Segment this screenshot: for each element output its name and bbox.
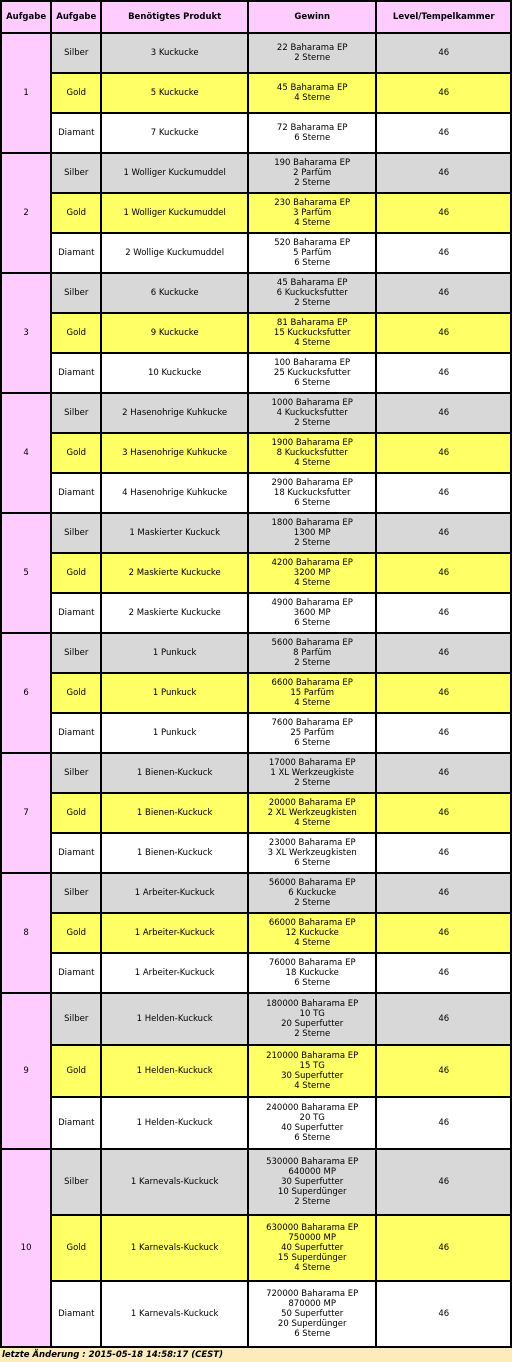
tier-cell: Gold [52,1046,100,1096]
table-row [2,354,510,392]
product-cell: 9 Kuckucke [102,314,247,352]
reward-line: 2 Sterne [294,538,331,548]
level-cell: 46 [377,154,510,192]
reward-line: 6 Sterne [294,858,331,868]
reward-cell [249,114,376,152]
product-cell: 1 Helden-Kuckuck [102,1098,247,1148]
level-cell: 46 [377,754,510,792]
table-row [2,634,510,672]
product-cell: 3 Kuckucke [102,34,247,72]
table-row [2,1098,510,1148]
reward-line: 25 Parfüm [290,728,335,738]
product-cell: 3 Hasenohrige Kuhkucke [102,434,247,472]
product-cell: 1 Arbeiter-Kuckuck [102,874,247,912]
task-number: 7 [2,754,50,872]
reward-line: 30 Superfutter [281,1071,344,1081]
reward-line: 3 Parfüm [293,208,332,218]
table-row [2,874,510,912]
product-cell: 1 Wolliger Kuckumuddel [102,194,247,232]
reward-line: 6 Sterne [294,258,331,268]
tier-cell: Diamant [52,354,100,392]
reward-line: 4 Sterne [294,698,331,708]
reward-cell [249,634,376,672]
level-cell: 46 [377,674,510,712]
reward-line: 45 Baharama EP [276,278,348,288]
tier-cell: Diamant [52,1098,100,1148]
level-cell: 46 [377,954,510,992]
table-row [2,1216,510,1280]
reward-cell [249,514,376,552]
reward-line: 15 Superdünger [277,1253,347,1263]
reward-line: 20000 Baharama EP [268,798,356,808]
product-cell: 1 Bienen-Kuckuck [102,754,247,792]
reward-cell [249,1150,376,1214]
level-cell: 46 [377,274,510,312]
level-cell: 46 [377,114,510,152]
reward-line: 2 XL Werkzeugkisten [267,808,357,818]
reward-cell [249,354,376,392]
header-aufgabe-tier: Aufgabe [52,2,100,32]
reward-line: 1800 Baharama EP [271,518,353,528]
level-cell: 46 [377,74,510,112]
level-cell: 46 [377,874,510,912]
table-row [2,674,510,712]
tier-cell: Silber [52,514,100,552]
reward-line: 4 Sterne [294,218,331,228]
reward-line: 50 Superfutter [281,1309,344,1319]
reward-line: 6600 Baharama EP [271,678,353,688]
level-cell: 46 [377,594,510,632]
level-cell: 46 [377,354,510,392]
reward-line: 17000 Baharama EP [268,758,356,768]
level-cell: 46 [377,634,510,672]
reward-line: 20 Superfutter [281,1019,344,1029]
table-row [2,834,510,872]
reward-line: 8 Parfüm [293,648,332,658]
reward-cell [249,34,376,72]
reward-line: 190 Baharama EP [274,158,351,168]
table-row [2,34,510,72]
product-cell: 4 Hasenohrige Kuhkucke [102,474,247,512]
reward-line: 4 Sterne [294,818,331,828]
tier-cell: Silber [52,874,100,912]
reward-line: 530000 Baharama EP [266,1157,359,1167]
quest-table-body [2,34,510,1346]
reward-line: 45 Baharama EP [276,83,348,93]
reward-cell [249,394,376,432]
reward-cell [249,234,376,272]
table-row [2,474,510,512]
reward-line: 870000 MP [288,1299,336,1309]
reward-line: 1300 MP [293,528,331,538]
reward-line: 210000 Baharama EP [266,1051,359,1061]
reward-cell [249,1216,376,1280]
product-cell: 1 Punkuck [102,714,247,752]
reward-cell [249,714,376,752]
reward-line: 4 Sterne [294,938,331,948]
reward-cell [249,434,376,472]
product-cell: 2 Maskierte Kuckucke [102,594,247,632]
reward-line: 72 Baharama EP [276,123,348,133]
tier-cell: Silber [52,394,100,432]
reward-cell [249,754,376,792]
product-cell: 1 Bienen-Kuckuck [102,794,247,832]
reward-line: 720000 Baharama EP [266,1289,359,1299]
level-cell: 46 [377,1216,510,1280]
table-row [2,154,510,192]
reward-line: 2 Sterne [294,418,331,428]
tier-cell: Silber [52,754,100,792]
product-cell: 2 Wollige Kuckumuddel [102,234,247,272]
reward-line: 3 XL Werkzeugkisten [267,848,357,858]
tier-cell: Diamant [52,1282,100,1346]
tier-cell: Diamant [52,834,100,872]
reward-line: 4900 Baharama EP [271,598,353,608]
tier-cell: Diamant [52,594,100,632]
table-row [2,1282,510,1346]
product-cell: 10 Kuckucke [102,354,247,392]
reward-line: 230 Baharama EP [274,198,351,208]
task-number: 2 [2,154,50,272]
level-cell: 46 [377,1046,510,1096]
reward-line: 3600 MP [293,608,331,618]
product-cell: 1 Punkuck [102,674,247,712]
level-cell: 46 [377,314,510,352]
level-cell: 46 [377,834,510,872]
reward-line: 750000 MP [288,1233,336,1243]
reward-line: 3200 MP [293,568,331,578]
level-cell: 46 [377,194,510,232]
reward-cell [249,274,376,312]
reward-cell [249,674,376,712]
product-cell: 1 Karnevals-Kuckuck [102,1216,247,1280]
product-cell: 1 Maskierter Kuckuck [102,514,247,552]
tier-cell: Diamant [52,114,100,152]
product-cell: 1 Karnevals-Kuckuck [102,1282,247,1346]
reward-line: 56000 Baharama EP [268,878,356,888]
reward-line: 18 Kuckucke [285,968,339,978]
reward-line: 6 Kuckucksfutter [276,288,348,298]
reward-line: 520 Baharama EP [274,238,351,248]
reward-cell [249,554,376,592]
reward-line: 5 Parfüm [293,248,332,258]
tier-cell: Gold [52,74,100,112]
table-row [2,234,510,272]
reward-line: 15 Parfüm [290,688,335,698]
level-cell: 46 [377,794,510,832]
level-cell: 46 [377,714,510,752]
table-row [2,74,510,112]
table-row [2,1150,510,1214]
reward-line: 6 Sterne [294,378,331,388]
reward-line: 22 Baharama EP [276,43,348,53]
level-cell: 46 [377,914,510,952]
product-cell: 6 Kuckucke [102,274,247,312]
reward-line: 4 Kuckucksfutter [276,408,348,418]
reward-line: 2 Sterne [294,898,331,908]
header-level: Level/Tempelkammer [377,2,510,32]
reward-line: 1900 Baharama EP [271,438,353,448]
reward-line: 4 Sterne [294,338,331,348]
table-row [2,274,510,312]
level-cell: 46 [377,1282,510,1346]
product-cell: 5 Kuckucke [102,74,247,112]
tier-cell: Gold [52,314,100,352]
task-number: 8 [2,874,50,992]
reward-line: 6 Sterne [294,738,331,748]
last-modified-note: letzte Änderung : 2015-05-18 14:58:17 (CEST) [2,1350,223,1360]
tier-cell: Gold [52,434,100,472]
tier-cell: Silber [52,1150,100,1214]
tier-cell: Diamant [52,234,100,272]
reward-line: 2 Sterne [294,53,331,63]
table-row [2,314,510,352]
reward-line: 4 Sterne [294,458,331,468]
reward-line: 7600 Baharama EP [271,718,353,728]
product-cell: 1 Punkuck [102,634,247,672]
reward-line: 30 Superfutter [281,1177,344,1187]
reward-line: 2 Sterne [294,1197,331,1207]
reward-line: 6 Kuckucke [288,888,337,898]
task-number: 1 [2,34,50,152]
reward-line: 100 Baharama EP [274,358,351,368]
reward-line: 2 Parfüm [293,168,332,178]
product-cell: 1 Arbeiter-Kuckuck [102,914,247,952]
reward-line: 6 Sterne [294,133,331,143]
level-cell: 46 [377,1150,510,1214]
task-number: 4 [2,394,50,512]
reward-line: 2 Sterne [294,298,331,308]
tier-cell: Diamant [52,714,100,752]
reward-line: 18 Kuckucksfutter [273,488,351,498]
header-row [2,2,510,32]
table-row [2,714,510,752]
reward-line: 240000 Baharama EP [266,1103,359,1113]
reward-line: 2900 Baharama EP [271,478,353,488]
reward-line: 12 Kuckucke [285,928,339,938]
reward-cell [249,74,376,112]
reward-line: 8 Kuckucksfutter [276,448,348,458]
level-cell: 46 [377,474,510,512]
table-row [2,594,510,632]
product-cell: 1 Bienen-Kuckuck [102,834,247,872]
task-number: 9 [2,994,50,1148]
reward-line: 6 Sterne [294,1329,331,1339]
reward-line: 6 Sterne [294,498,331,508]
table-row [2,394,510,432]
reward-line: 4 Sterne [294,93,331,103]
tier-cell: Diamant [52,954,100,992]
level-cell: 46 [377,994,510,1044]
reward-line: 15 TG [299,1061,325,1071]
reward-cell [249,194,376,232]
reward-line: 25 Kuckucksfutter [273,368,351,378]
reward-line: 5600 Baharama EP [271,638,353,648]
reward-line: 2 Sterne [294,778,331,788]
table-row [2,194,510,232]
tier-cell: Gold [52,194,100,232]
table-row [2,1046,510,1096]
reward-cell [249,914,376,952]
reward-line: 4 Sterne [294,578,331,588]
reward-line: 4 Sterne [294,1081,331,1091]
reward-cell [249,994,376,1044]
reward-cell [249,874,376,912]
reward-cell [249,954,376,992]
reward-line: 66000 Baharama EP [268,918,356,928]
reward-line: 6 Sterne [294,978,331,988]
level-cell: 46 [377,394,510,432]
reward-line: 2 Sterne [294,178,331,188]
task-number: 6 [2,634,50,752]
product-cell: 2 Maskierte Kuckucke [102,554,247,592]
reward-line: 180000 Baharama EP [266,999,359,1009]
reward-line: 20 Superdünger [277,1319,347,1329]
reward-line: 23000 Baharama EP [268,838,356,848]
tier-cell: Silber [52,34,100,72]
product-cell: 1 Arbeiter-Kuckuck [102,954,247,992]
table-row [2,514,510,552]
reward-line: 76000 Baharama EP [268,958,356,968]
product-cell: 1 Helden-Kuckuck [102,994,247,1044]
tier-cell: Silber [52,634,100,672]
table-row [2,914,510,952]
header-aufgabe-number: Aufgabe [2,2,50,32]
reward-line: 81 Baharama EP [276,318,348,328]
table-row [2,434,510,472]
task-number: 10 [2,1150,50,1346]
tier-cell: Silber [52,274,100,312]
table-row [2,794,510,832]
reward-line: 6 Sterne [294,618,331,628]
reward-cell [249,474,376,512]
header-reward: Gewinn [249,2,376,32]
reward-line: 4200 Baharama EP [271,558,353,568]
tier-cell: Gold [52,1216,100,1280]
reward-line: 6 Sterne [294,1133,331,1143]
reward-line: 10 Superdünger [277,1187,347,1197]
tier-cell: Diamant [52,474,100,512]
reward-line: 20 TG [299,1113,325,1123]
reward-line: 630000 Baharama EP [266,1223,359,1233]
tier-cell: Gold [52,674,100,712]
reward-cell [249,314,376,352]
level-cell: 46 [377,434,510,472]
tier-cell: Gold [52,554,100,592]
level-cell: 46 [377,554,510,592]
level-cell: 46 [377,234,510,272]
task-number: 3 [2,274,50,392]
reward-line: 15 Kuckucksfutter [273,328,351,338]
tier-cell: Gold [52,794,100,832]
reward-cell [249,1046,376,1096]
table-row [2,994,510,1044]
reward-line: 640000 MP [288,1167,336,1177]
table-row [2,554,510,592]
tier-cell: Silber [52,154,100,192]
reward-line: 1 XL Werkzeugkiste [270,768,355,778]
reward-line: 4 Sterne [294,1263,331,1273]
level-cell: 46 [377,34,510,72]
reward-cell [249,154,376,192]
product-cell: 1 Karnevals-Kuckuck [102,1150,247,1214]
reward-line: 40 Superfutter [281,1243,344,1253]
table-row [2,114,510,152]
reward-cell [249,794,376,832]
header-product: Benötigtes Produkt [102,2,247,32]
reward-line: 2 Sterne [294,658,331,668]
level-cell: 46 [377,1098,510,1148]
reward-cell [249,1282,376,1346]
product-cell: 1 Helden-Kuckuck [102,1046,247,1096]
product-cell: 1 Wolliger Kuckumuddel [102,154,247,192]
reward-line: 2 Sterne [294,1029,331,1039]
reward-line: 40 Superfutter [281,1123,344,1133]
level-cell: 46 [377,514,510,552]
reward-cell [249,1098,376,1148]
table-row [2,754,510,792]
reward-line: 1000 Baharama EP [271,398,353,408]
task-number: 5 [2,514,50,632]
reward-cell [249,594,376,632]
table-row [2,954,510,992]
reward-line: 10 TG [299,1009,325,1019]
tier-cell: Gold [52,914,100,952]
tier-cell: Silber [52,994,100,1044]
product-cell: 7 Kuckucke [102,114,247,152]
product-cell: 2 Hasenohrige Kuhkucke [102,394,247,432]
reward-cell [249,834,376,872]
